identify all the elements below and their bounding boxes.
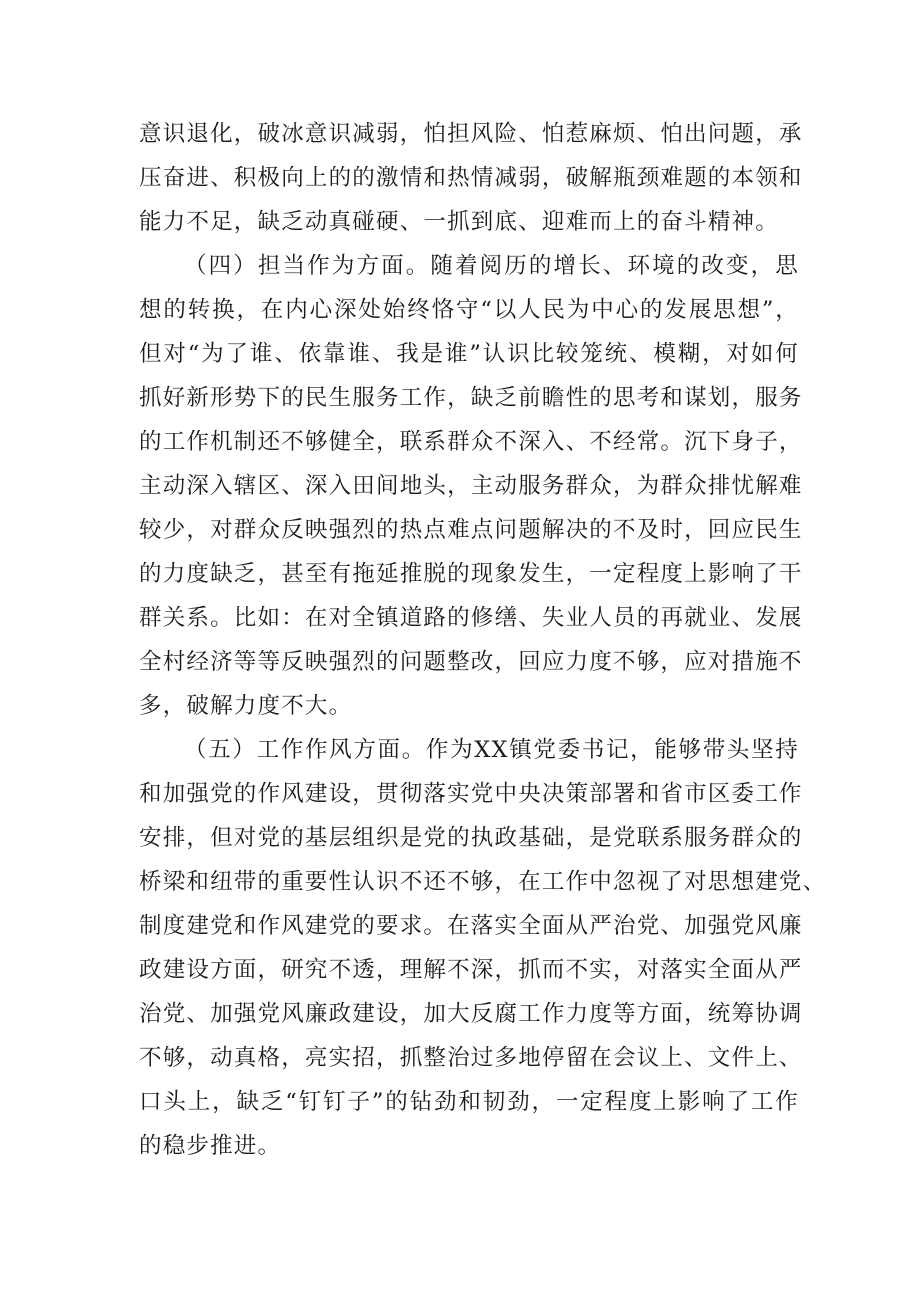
text-line: 桥梁和纽带的重要性认识不还不够，在工作中忽视了对思想建党、 [139, 869, 827, 895]
document-body [139, 112, 827, 1168]
paragraph-continuation [139, 112, 803, 244]
text-line: 想的转换，在内心深处始终恪守“以人民为中心的发展思想”， [139, 297, 799, 323]
text-line: 全村经济等等反映强烈的问题整改，回应力度不够，应对措施不 [139, 649, 803, 675]
paragraph-section-five [139, 728, 827, 1168]
text-line: 能力不足，缺乏动真碰硬、一抓到底、迎难而上的奋斗精神。 [139, 209, 779, 235]
text-line: 的工作机制还不够健全，联系群众不深入、不经常。沉下身子， [139, 429, 803, 455]
text-line: 不够，动真格，亮实招，抓整治过多地停留在会议上、文件上、 [139, 1045, 803, 1071]
text-line: 的力度缺乏，甚至有拖延推脱的现象发生，一定程度上影响了干 [139, 561, 803, 587]
text-line: 政建设方面，研究不透，理解不深，抓而不实，对落实全面从严 [139, 957, 803, 983]
text-line: 主动深入辖区、深入田间地头，主动服务群众，为群众排忧解难 [139, 473, 803, 499]
text-line: 治党、加强党风廉政建设，加大反腐工作力度等方面，统筹协调 [139, 1001, 803, 1027]
text-line: 安排，但对党的基层组织是党的执政基础，是党联系服务群众的 [139, 825, 803, 851]
text-line: 压奋进、积极向上的的激情和热情减弱，破解瓶颈难题的本领和 [139, 165, 803, 191]
text-line: 的稳步推进。 [139, 1133, 282, 1159]
text-line: 抓好新形势下的民生服务工作，缺乏前瞻性的思考和谋划，服务 [139, 385, 803, 411]
text-line: 口头上，缺乏“钉钉子”的钻劲和韧劲，一定程度上影响了工作 [139, 1089, 799, 1115]
paragraph-section-four [139, 244, 803, 728]
text-line: 但对“为了谁、依靠谁、我是谁”认识比较笼统、模糊，对如何 [139, 341, 799, 367]
text-line: （五）工作作风方面。作为XX镇党委书记，能够带头坚持 [184, 737, 799, 763]
text-line: 群关系。比如：在对全镇道路的修缮、失业人员的再就业、发展 [139, 605, 803, 631]
text-line: 多，破解力度不大。 [139, 693, 353, 719]
text-line: （四）担当作为方面。随着阅历的增长、环境的改变，思 [184, 253, 799, 279]
text-line: 和加强党的作风建设，贯彻落实党中央决策部署和省市区委工作 [139, 781, 803, 807]
text-line: 较少，对群众反映强烈的热点难点问题解决的不及时，回应民生 [139, 517, 803, 543]
text-line: 制度建党和作风建党的要求。在落实全面从严治党、加强党风廉 [139, 913, 803, 939]
text-line: 意识退化，破冰意识减弱，怕担风险、怕惹麻烦、怕出问题，承 [139, 121, 803, 147]
